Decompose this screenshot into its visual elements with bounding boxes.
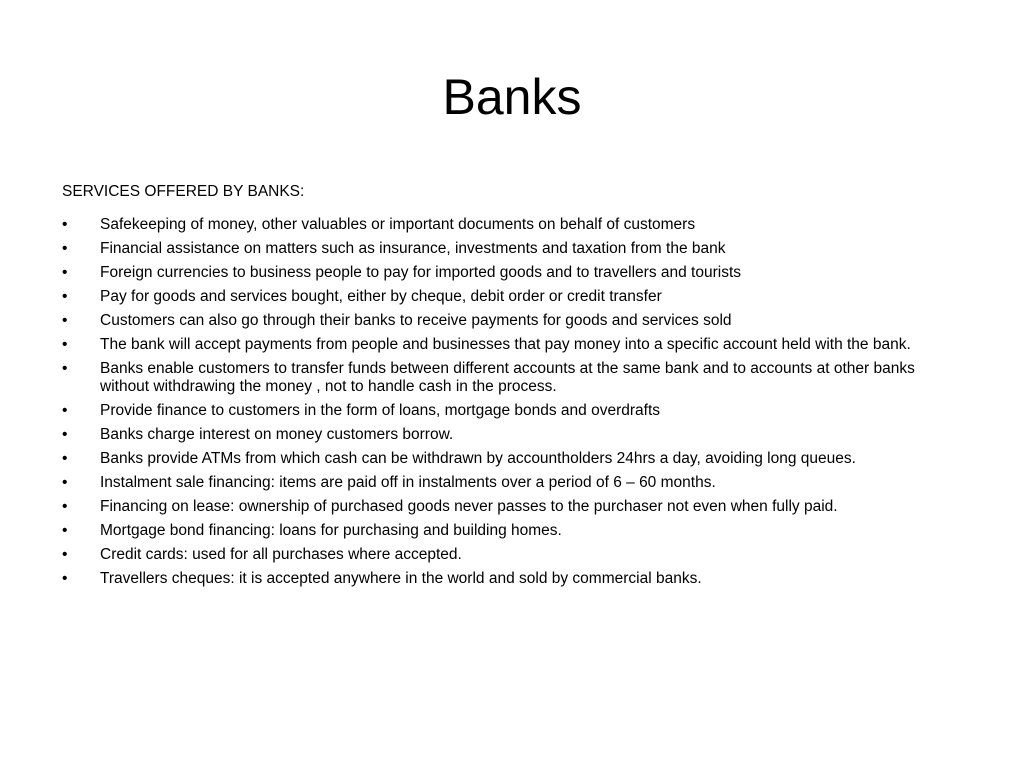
services-heading: SERVICES OFFERED BY BANKS: (62, 183, 305, 200)
list-item (62, 312, 967, 330)
services-list (62, 216, 967, 588)
bullet-glyph: • (62, 498, 68, 515)
list-item (62, 402, 967, 420)
list-item (62, 570, 967, 588)
bullet-glyph: • (62, 570, 68, 587)
bullet-glyph: • (62, 264, 68, 281)
bullet-glyph: • (62, 426, 68, 443)
bullet-glyph: • (62, 240, 68, 257)
list-item-text: Provide finance to customers in the form of loans, mortgage bonds and overdrafts (100, 402, 661, 419)
list-item-text: Safekeeping of money, other valuables or important documents on behalf of customers (100, 216, 696, 233)
list-item-text: Financing on lease: ownership of purchased goods never passes to the purchaser not even when fully paid. (100, 498, 838, 515)
list-item (62, 474, 967, 492)
list-item-text: Mortgage bond financing: loans for purchasing and building homes. (100, 522, 562, 539)
list-item (62, 546, 967, 564)
list-item-text: Banks charge interest on money customers borrow. (100, 426, 454, 443)
bullet-glyph: • (62, 450, 68, 467)
bullet-glyph: • (62, 474, 68, 491)
list-item-text: Customers can also go through their banks to receive payments for goods and services sold (100, 312, 732, 329)
list-item (62, 426, 967, 444)
bullet-glyph: • (62, 360, 68, 377)
list-item (62, 522, 967, 540)
list-item-text: Credit cards: used for all purchases where accepted. (100, 546, 462, 563)
list-item-text: Instalment sale financing: items are paid off in instalments over a period of 6 – 60 months. (100, 474, 716, 491)
list-item-text: Travellers cheques: it is accepted anywhere in the world and sold by commercial banks. (100, 570, 702, 587)
list-item-text: The bank will accept payments from people and businesses that pay money into a specific account held with the bank. (100, 336, 911, 353)
list-item (62, 336, 967, 354)
list-item (62, 360, 967, 396)
list-item (62, 498, 967, 516)
slide-content (62, 182, 967, 594)
bullet-glyph: • (62, 522, 68, 539)
list-item-text: Foreign currencies to business people to pay for imported goods and to travellers and tourists (100, 264, 742, 281)
slide-title: Banks (442, 69, 582, 125)
list-item-text: Banks provide ATMs from which cash can be withdrawn by accountholders 24hrs a day, avoiding long queues. (100, 450, 856, 467)
list-item (62, 240, 967, 258)
list-item-text: Pay for goods and services bought, either by cheque, debit order or credit transfer (100, 288, 662, 305)
list-item (62, 264, 967, 282)
list-item (62, 450, 967, 468)
list-item-text: Banks enable customers to transfer funds between different accounts at the same bank and to accounts at other banks without withdrawing the money , not to handle cash in the process. (100, 360, 915, 395)
bullet-glyph: • (62, 336, 68, 353)
list-item (62, 216, 967, 234)
list-item (62, 288, 967, 306)
bullet-glyph: • (62, 312, 68, 329)
bullet-glyph: • (62, 546, 68, 563)
bullet-glyph: • (62, 288, 68, 305)
bullet-glyph: • (62, 216, 68, 233)
bullet-glyph: • (62, 402, 68, 419)
list-item-text: Financial assistance on matters such as insurance, investments and taxation from the bank (100, 240, 726, 257)
